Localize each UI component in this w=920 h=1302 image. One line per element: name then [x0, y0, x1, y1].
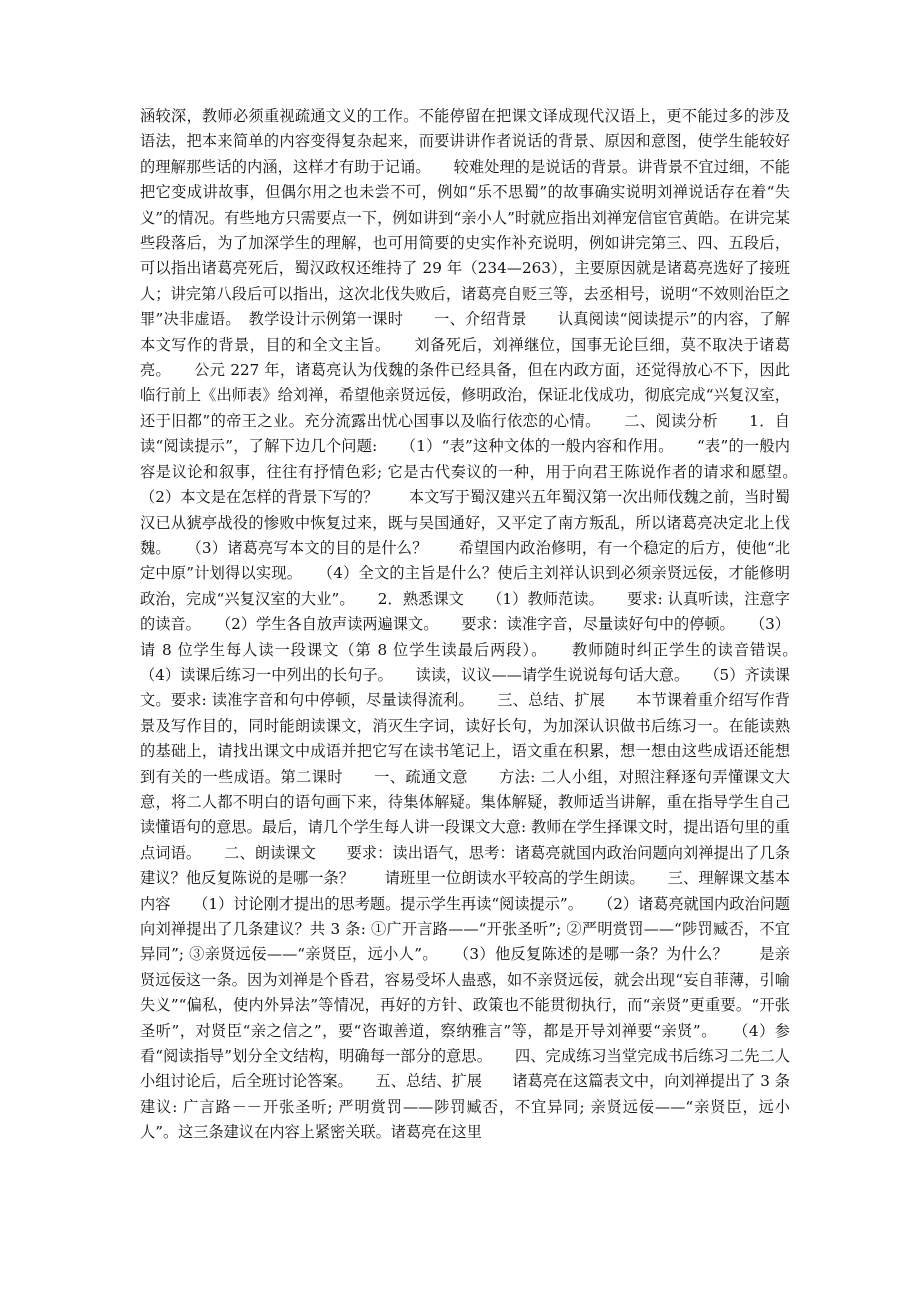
paragraph: 二、朗读课文 要求：读出语气，思考：诸葛亮就国内政治问题向刘禅提出了几条建议？他反复陈说的是哪一条？ 请班里一位朗读水平较高的学生朗读。: [140, 843, 791, 888]
paragraph: 较难处理的是说话的背景。讲背景不宜过细，不能把它变成讲故事，但偶尔用之也未尝不可，例如“乐不思蜀”的故事确实说明刘禅说话存在着“失义”的情况。有些地方只需要点一下，例如讲到“亲小人”时就应指出刘禅宠信宦官黄皓。在讲完某些段落后，为了加深学生的理解，也可用简要的史实作补充说明，例如讲完第三、四、五段后，可以指出诸葛亮死后，蜀汉政权还维持了 29 年（234—263），主要原因就是诸葛亮选好了接班人；讲完第八段后可以指出，这次北伐失败后，诸葛亮自贬三等，去丞相号，说明“不效则治臣之罪”决非虚语。: [140, 157, 790, 329]
paragraph: （2）本文是在怎样的背景下写的？ 本文写于蜀汉建兴五年蜀汉第一次出师伐魏之前，当时蜀汉已从猇亭战役的惨败中恢复过来，既与吴国通好，又平定了南方叛乱，所以诸葛亮决定北上伐魏。: [140, 462, 821, 557]
body-text: [140, 104, 821, 1146]
paragraph: 公元 227 年，诸葛亮认为伐魏的条件已经具备，但在内政方面，还觉得放心不下，因此临行前上《出师表》给刘禅，希望他亲贤远佞，修明政治，保证北伐成功，彻底完成“兴复汉室，还于旧都”的帝王之业。充分流露出忧心国事以及临行依恋的心情。: [140, 361, 790, 430]
paragraph: 二、阅读分析 1．自读“阅读提示”，了解下边几个问题: （1）“表”这种文体的一般内容和作用。 “表”的一般内容是议论和叙事，往往有抒情色彩; 它是古代奏议的一种，用于向君王陈说作者的请求和愿望。: [140, 411, 790, 481]
paragraph: （4）全文的主旨是什么？使后主刘祥认识到必须亲贤远佞，才能修明政治，完成“兴复汉室的大业”。: [140, 564, 790, 608]
paragraph: 2．熟悉课文 （1）教师范读。 要求: 认真听读，注意字的读音。 （2）学生各自放声读两遍课文。 要求：读准字音，尽量读好句中的停顿。 （3）请 8 位学生每人读一段课文（第 8 位学生读最后两段）。 教师随时纠正学生的读音错误。 （4）读课后练习一中列出的长句子。 读读，议议——请学生说说每句话大意。 （5）齐读课文。要求: 读准字音和句中停顿，尽量读得流利。: [140, 589, 821, 710]
paragraph: 刘备死后，刘禅继位，国事无论巨细，莫不取决于诸葛亮。: [140, 335, 791, 380]
paragraph: 教学设计示例第一课时 一、介绍背景 认真阅读“阅读提示”的内容，了解本文写作的背景，目的和全文主旨。: [140, 310, 790, 354]
paragraph: 涵较深，教师必须重视疏通文义的工作。不能停留在把课文译成现代汉语上，更不能过多的涉及语法，把本来简单的内容变得复杂起来，而要讲讲作者说话的背景、原因和意图，使学生能较好的理解那些话的内涵，这样才有助于记诵。: [140, 107, 790, 176]
paragraph: （3）诸葛亮写本文的目的是什么？ 希望国内政治修明，有一个稳定的后方，使他“北定中原”计划得以实现。: [140, 538, 791, 583]
paragraph: 五、总结、扩展 诸葛亮在这篇表文中，向刘禅提出了 3 条建议: 广言路－－开张圣听; 严明赏罚——陟罚臧否，不宜异同; 亲贤远佞——“亲贤臣，远小人”。这三条建议在内容上紧密关联。诸葛亮在这里: [140, 1072, 790, 1142]
paragraph: 三、理解课文基本内容 （1）讨论刚才提出的思考题。提示学生再读“阅读提示”。 （2）诸葛亮就国内政治问题向刘禅提出了几条建议？共 3 条: ①广开言路——“开张圣听”; ②严明赏罚——“陟罚臧否，不宜异同”; ③亲贤远佞——“亲贤臣，远小人”。 （3）他反复陈述的是哪一条？为什么？ 是亲贤远佞这一条。因为刘禅是个昏君，容易受坏人蛊惑，如不亲贤远佞，就会出现“妄自菲薄，引喻失义”“偏私，使内外异法”等情况，再好的方针、政策也不能贯彻执行，而“亲贤”更重要。“开张圣听”，对贤臣“亲之信之”，要“咨诹善道，察纳雅言”等，都是开导刘禅要“亲贤”。 （4）参看“阅读指导”划分全文结构，明确每一部分的意思。: [140, 869, 791, 1066]
paragraph: 四、完成练习当堂完成书后练习二先二人小组讨论后，后全班讨论答案。: [140, 1047, 791, 1091]
paragraph: 三、总结、扩展 本节课着重介绍写作背景及写作目的，同时能朗读课文，消灭生字词，读好长句，为加深认识做书后练习一。在能读熟的基础上，请找出课文中成语并把它写在读书笔记上，语文重在积累，想一想由这些成语还能想到有关的一些成语。第二课时 一、疏通文意 方法: 二人小组，对照注释逐句弄懂课文大意，将二人都不明白的语句画下来，待集体解疑。集体解疑，教师适当讲解，重在指导学生自己读懂语句的意思。最后，请几个学生每人讲一段课文大意: 教师在学生择课文时，提出语句里的重点词语。: [140, 691, 790, 862]
